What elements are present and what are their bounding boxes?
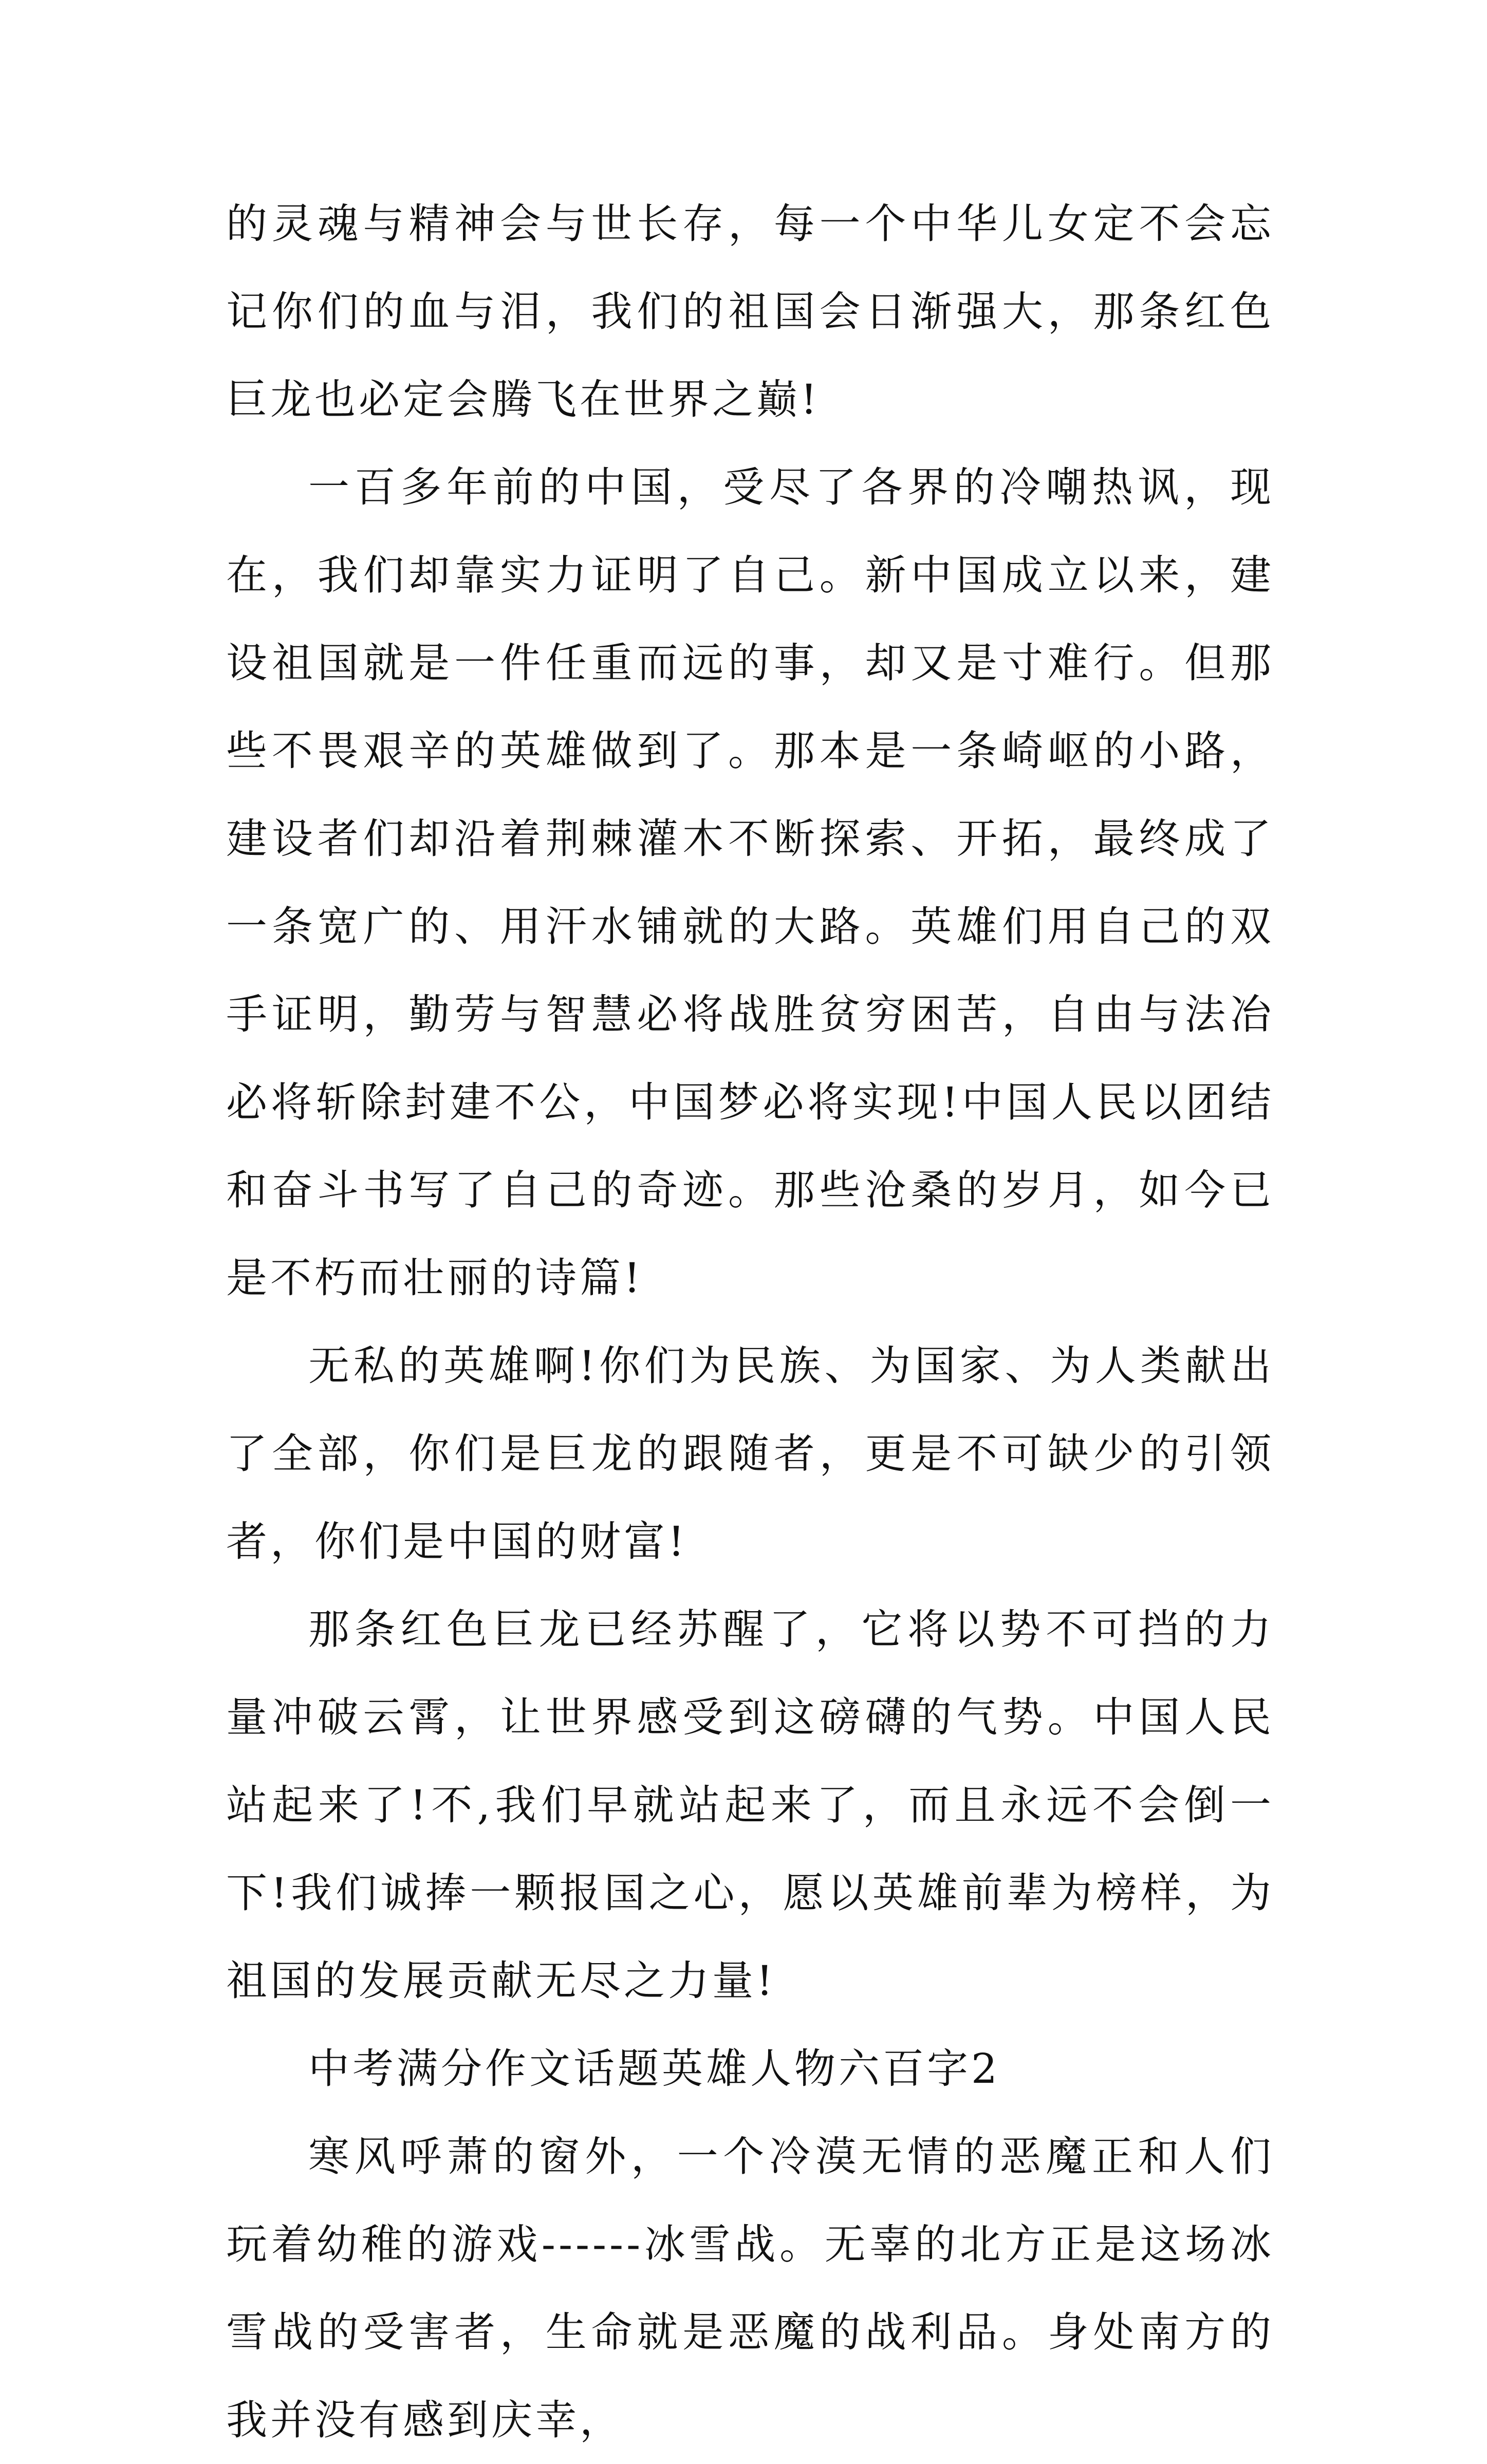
paragraph: 那条红色巨龙已经苏醒了，它将以势不可挡的力量冲破云霄，让世界感受到这磅礴的气势。中国人民站起来了!不,我们早就站起来了，而且永远不会倒一下!我们诚捧一颗报国之心，愿以英雄前辈为榜样，为祖国的发展贡献无尽之力量! [226,1606,1274,2005]
paragraph: 寒风呼萧的窗外，一个冷漠无情的恶魔正和人们玩着幼稚的游戏------冰雪战。无辜的北方正是这场冰雪战的受害者，生命就是恶魔的战利品。身处南方的我并没有感到庆幸， [226,2133,1274,2444]
document-body [226,180,1274,2464]
paragraph: 的灵魂与精神会与世长存，每一个中华儿女定不会忘记你们的血与泪，我们的祖国会日渐强大，那条红色巨龙也必定会腾飞在世界之巅! [226,200,1274,423]
paragraph: 一百多年前的中国，受尽了各界的冷嘲热讽，现在，我们却靠实力证明了自己。新中国成立以来，建设祖国就是一件任重而远的事，却又是寸难行。但那些不畏艰辛的英雄做到了。那本是一条崎岖的小路，建设者们却沿着荆棘灌木不断探索、开拓，最终成了一条宽广的、用汗水铺就的大路。英雄们用自己的双手证明，勤劳与智慧必将战胜贫穷困苦，自由与法冶必将斩除封建不公，中国梦必将实现!中国人民以团结和奋斗书写了自己的奇迹。那些沧桑的岁月，如今已是不朽而壮丽的诗篇! [226,463,1274,1302]
paragraph: 无私的英雄啊!你们为民族、为国家、为人类献出了全部，你们是巨龙的跟随者，更是不可缺少的引领者，你们是中国的财富! [226,1342,1274,1565]
section-heading: 中考满分作文话题英雄人物六百字2 [308,2045,1000,2093]
